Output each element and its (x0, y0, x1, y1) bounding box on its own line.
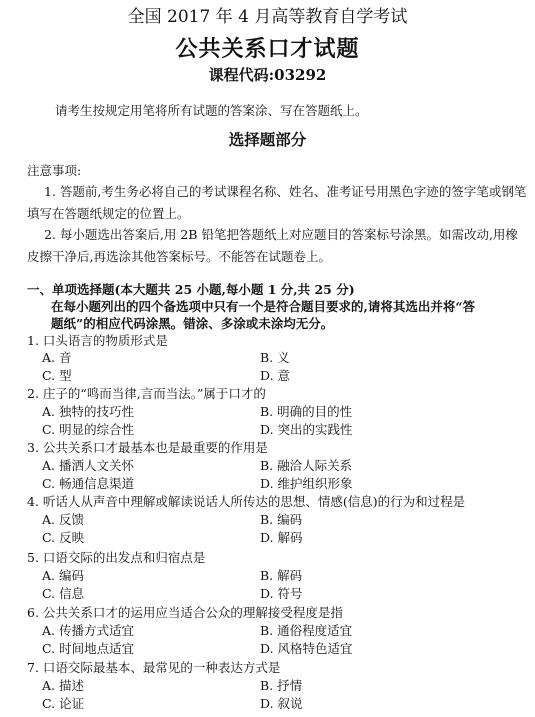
option-b: B. 编码 (260, 512, 303, 527)
option-c: C. 反映 (42, 530, 85, 545)
part-1-desc-line-1: 在每小题列出的四个备选项中只有一个是符合题目要求的,请将其选出并将“答 (51, 299, 476, 314)
option-c: C. 畅通信息渠道 (42, 476, 135, 491)
course-code: 课程代码:03292 (208, 66, 327, 84)
option-d: D. 维护组织形象 (260, 476, 353, 491)
subject-title: 公共关系口才试题 (175, 36, 360, 62)
option-c: C. 论证 (42, 696, 85, 711)
option-d: D. 意 (260, 368, 291, 383)
option-c: C. 时间地点适宜 (42, 641, 135, 656)
note-item-2-line-1: 2. 每小题选出答案后,用 2B 铅笔把答题纸上对应题目的答案标号涂黑。如需改动,用橡 (44, 227, 518, 242)
option-b: B. 通俗程度适宜 (260, 623, 353, 638)
option-d: D. 风格特色适宜 (260, 641, 353, 656)
question-stem: 4. 听话人从声音中理解或解读说话人所传达的思想、情感(信息)的行为和过程是 (27, 494, 466, 509)
option-a: A. 播洒人文关怀 (42, 458, 134, 473)
question-stem: 3. 公共关系口才最基本也是最重要的作用是 (27, 440, 268, 455)
option-a: A. 编码 (42, 568, 84, 583)
notes-title: 注意事项: (27, 163, 82, 178)
note-item-2-line-2: 皮擦干净后,再选涂其他答案标号。不能答在试题卷上。 (27, 249, 331, 264)
note-item-1-line-1: 1. 答题前,考生务必将自己的考试课程名称、姓名、准考证号用黑色字迹的签字笔或钢笔 (44, 184, 527, 199)
option-a: A. 描述 (42, 678, 84, 693)
general-instruction: 请考生按规定用笔将所有试题的答案涂、写在答题纸上。 (55, 103, 368, 118)
option-d: D. 叙说 (260, 696, 303, 711)
section-title: 选择题部分 (228, 130, 307, 149)
question-stem: 1. 口头语言的物质形式是 (27, 333, 168, 348)
question-stem: 5. 口语交际的出发点和归宿点是 (27, 550, 206, 565)
option-c: C. 信息 (42, 586, 85, 601)
option-c: C. 明显的综合性 (42, 422, 135, 437)
option-d: D. 符号 (260, 586, 303, 601)
option-b: B. 抒情 (260, 678, 303, 693)
option-b: B. 解码 (260, 568, 303, 583)
question-stem: 7. 口语交际最基本、最常见的一种表达方式是 (27, 660, 281, 675)
question-stem: 2. 庄子的“鸣而当律,言而当法。”属于口才的 (27, 386, 266, 401)
option-b: B. 义 (260, 350, 290, 365)
option-c: C. 型 (42, 368, 72, 383)
note-item-1-line-2: 填写在答题纸规定的位置上。 (27, 206, 190, 221)
part-1-desc-line-2: 题纸”的相应代码涂黑。错涂、多涂或未涂均无分。 (51, 316, 334, 331)
option-a: A. 反馈 (42, 512, 84, 527)
option-d: D. 解码 (260, 530, 303, 545)
exam-title: 全国 2017 年 4 月高等教育自学考试 (127, 7, 408, 27)
option-a: A. 音 (42, 350, 72, 365)
option-b: B. 明确的目的性 (260, 404, 353, 419)
option-a: A. 传播方式适宜 (42, 623, 134, 638)
option-b: B. 融洽人际关系 (260, 458, 353, 473)
option-d: D. 突出的实践性 (260, 422, 353, 437)
question-stem: 6. 公共关系口才的运用应当适合公众的理解接受程度是指 (27, 605, 343, 620)
option-a: A. 独特的技巧性 (42, 404, 134, 419)
part-1-title: 一、单项选择题(本大题共 25 小题,每小题 1 分,共 25 分) (27, 282, 355, 297)
